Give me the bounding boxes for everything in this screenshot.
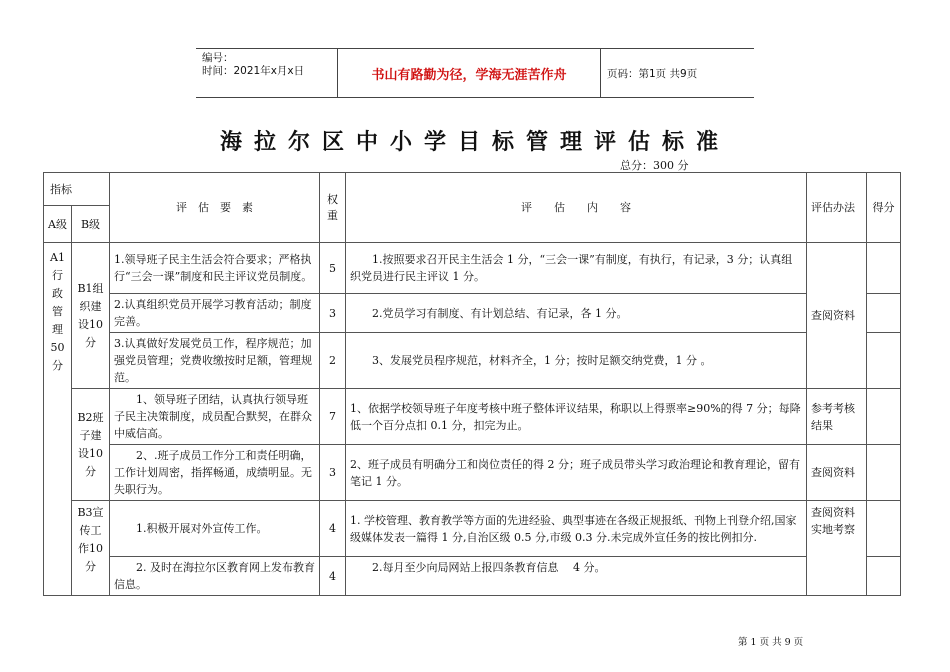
content-header: 评 估 内 容: [346, 173, 807, 243]
number-label: 编号：: [202, 52, 234, 64]
requirement-cell: 1.积极开展对外宣传工作。: [110, 501, 320, 557]
content-cell: 1、依据学校领导班子年度考核中班子整体评议结果，称职以上得票率≥90%的得 7 分；每降低一个百分点扣 0.1 分，扣完为止。: [346, 389, 807, 445]
requirements-header: 评 估 要 素: [110, 173, 320, 243]
total-score: 总分：300 分: [620, 159, 689, 172]
method-cell: 查阅资料: [807, 445, 867, 501]
requirement-cell: 2. 及时在海拉尔区教育网上发布教育信息。: [110, 557, 320, 596]
requirement-cell: 1.领导班子民主生活会符合要求；严格执行“三会一课”制度和民主评议党员制度。: [110, 243, 320, 294]
weight-cell: 7: [320, 389, 346, 445]
score-cell[interactable]: [867, 501, 901, 557]
b2-label: B2班子建设10分: [72, 389, 110, 501]
weight-cell: 4: [320, 557, 346, 596]
content-cell: 3、发展党员程序规范，材料齐全，1 分；按时足额交纳党费，1 分 。: [346, 333, 807, 389]
score-cell[interactable]: [867, 389, 901, 445]
score-cell[interactable]: [867, 557, 901, 596]
requirement-cell: 1、领导班子团结，认真执行领导班子民主决策制度，成员配合默契，在群众中威信高。: [110, 389, 320, 445]
weight-cell: 2: [320, 333, 346, 389]
b1-label: B1组织建设10分: [72, 243, 110, 389]
time-label: 时间：2021年x月x日: [202, 65, 305, 77]
method-cell: 查阅资料实地考察: [807, 501, 867, 596]
score-cell[interactable]: [867, 294, 901, 333]
score-header: 得分: [867, 173, 901, 243]
method-header: 评估办法: [807, 173, 867, 243]
level-b-header: B级: [72, 206, 110, 243]
weight-cell: 3: [320, 294, 346, 333]
document-header: [196, 48, 754, 98]
b3-label: B3宣传工作10分: [72, 501, 110, 596]
score-cell[interactable]: [867, 445, 901, 501]
page-title: 海拉尔区中小学目标管理评估标准: [219, 130, 730, 155]
requirement-cell: 2、.班子成员工作分工和责任明确，工作计划周密，指挥畅通，成绩明显。无失职行为。: [110, 445, 320, 501]
requirement-cell: 3.认真做好发展党员工作，程序规范；加强党员管理；党费收缴按时足额，管理规范。: [110, 333, 320, 389]
header-page-code: 页码：第1页 共9页: [607, 67, 698, 80]
requirement-cell: 2.认真组织党员开展学习教育活动；制度完善。: [110, 294, 320, 333]
content-cell: 2、班子成员有明确分工和岗位责任的得 2 分；班子成员带头学习政治理论和教育理论，留有笔记 1 分。: [346, 445, 807, 501]
weight-cell: 4: [320, 501, 346, 557]
weight-cell: 3: [320, 445, 346, 501]
content-cell: 2.党员学习有制度、有计划总结、有记录，各 1 分。: [346, 294, 807, 333]
weight-cell: 5: [320, 243, 346, 294]
level-a-header: A级: [44, 206, 72, 243]
page-footer: 第 1 页 共 9 页: [738, 637, 804, 648]
a1-label: A1行政管理50分: [44, 243, 72, 596]
method-cell: 查阅资料: [807, 243, 867, 389]
content-cell: 2.每月至少向局网站上报四条教育信息 4 分。: [346, 557, 807, 596]
evaluation-table: [43, 172, 901, 596]
content-cell: 1. 学校管理、教育教学等方面的先进经验、典型事迹在各级正规报纸、刊物上刊登介绍,国家级媒体发表一篇得 1 分,自治区级 0.5 分,市级 0.3 分.未完成外宣任务的按比例扣分.: [346, 501, 807, 557]
score-cell[interactable]: [867, 243, 901, 294]
indicator-header: 指标: [44, 173, 110, 206]
content-cell: 1.按照要求召开民主生活会 1 分，“三会一课”有制度，有执行，有记录，3 分；认真组织党员进行民主评议 1 分。: [346, 243, 807, 294]
score-cell[interactable]: [867, 333, 901, 389]
method-cell: 参考考核结果: [807, 389, 867, 445]
weight-header: 权重: [320, 173, 346, 243]
header-motto: 书山有路勤为径，学海无涯苦作舟: [338, 49, 601, 97]
header-meta: [196, 49, 338, 97]
